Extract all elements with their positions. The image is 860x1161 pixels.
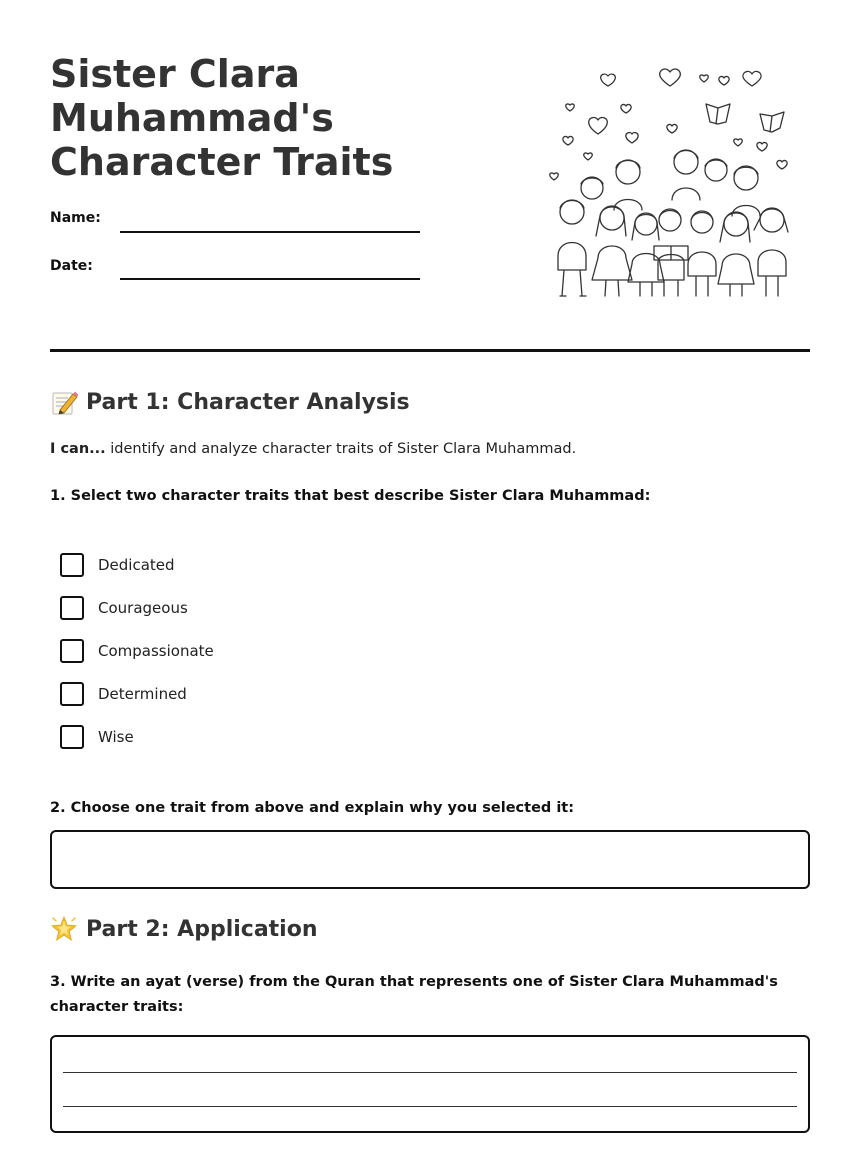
option-wise[interactable] [60,725,134,749]
part2-title: Part 2: Application [86,916,318,942]
option-determined[interactable] [60,682,187,706]
question-2: 2. Choose one trait from above and explain why you selected it: [50,800,575,816]
children-hearts-illustration [546,60,796,305]
name-label: Name: [50,210,101,226]
checkbox[interactable] [60,639,84,663]
ican-label: I can... [50,441,106,457]
pencil-memo-icon [50,388,78,416]
checkbox[interactable] [60,725,84,749]
book-icon [706,104,784,132]
learning-objective [50,441,576,457]
option-courageous[interactable] [60,596,188,620]
question-1: 1. Select two character traits that best describe Sister Clara Muhammad: [50,488,651,504]
date-label: Date: [50,258,93,274]
writing-line [63,1106,797,1107]
part1-title: Part 1: Character Analysis [86,389,410,415]
checkbox[interactable] [60,553,84,577]
option-label: Wise [98,728,134,746]
checkbox[interactable] [60,682,84,706]
writing-line [63,1072,797,1073]
question-2-answer-box[interactable] [50,830,810,889]
option-label: Dedicated [98,556,175,574]
worksheet-title: Sister Clara Muhammad's Character Traits [50,52,394,184]
name-field-line[interactable] [120,231,420,233]
ican-text: identify and analyze character traits of Sister Clara Muhammad. [105,441,577,457]
question-3: 3. Write an ayat (verse) from the Quran that represents one of Sister Clara Muhammad's character traits: [50,974,778,1015]
question-3-answer-box[interactable] [50,1035,810,1133]
option-label: Courageous [98,599,188,617]
header-divider [50,349,810,352]
checkbox[interactable] [60,596,84,620]
part2-heading [50,915,318,943]
glowing-star-icon [50,915,78,943]
option-label: Determined [98,685,187,703]
child-figure [558,200,788,296]
option-compassionate[interactable] [60,639,214,663]
option-dedicated[interactable] [60,553,175,577]
part1-heading [50,388,410,416]
option-label: Compassionate [98,642,214,660]
heart-icon [550,69,787,180]
date-field-line[interactable] [120,278,420,280]
